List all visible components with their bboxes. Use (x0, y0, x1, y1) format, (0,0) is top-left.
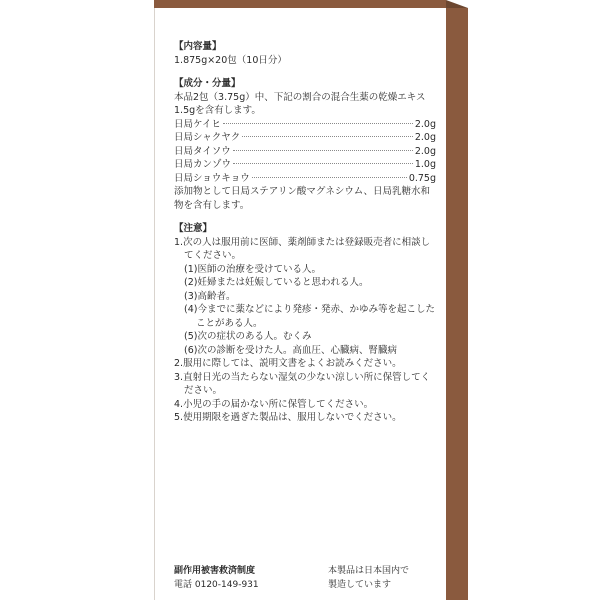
ingredient-name: 日局ケイヒ (174, 118, 221, 130)
leader-dots (233, 149, 413, 151)
contents-section (174, 40, 436, 67)
caution-sub-item: (6)次の診断を受けた人。高血圧、心臓病、腎臓病 (184, 344, 397, 356)
caution-sub-item: (4)今までに薬などにより発疹・発赤、かゆみ等を起こしたことがある人。 (184, 304, 435, 329)
relief-system-phone: 電話 0120-149-931 (174, 580, 259, 590)
ingredient-name: 日局カンゾウ (174, 159, 232, 170)
ingredient-name: 日局シャクヤク (174, 132, 241, 143)
ingredient-row (174, 172, 436, 186)
cautions-section (174, 222, 436, 425)
cautions-heading: 【注意】 (174, 223, 213, 234)
ingredients-heading: 【成分・分量】 (174, 78, 241, 89)
made-in-japan-line-1: 本製品は日本国内で (328, 566, 410, 576)
ingredient-amount: 1.0g (414, 159, 436, 170)
leader-dots (252, 176, 407, 178)
relief-system-title: 副作用被害救済制度 (174, 566, 256, 576)
package-label-panel (154, 8, 446, 600)
package-top-corner (446, 0, 468, 8)
leader-dots (242, 135, 413, 137)
ingredient-row (174, 131, 436, 145)
leader-dots (223, 122, 413, 124)
caution-sub-item: (2)妊婦または妊娠していると思われる人。 (184, 277, 369, 288)
ingredient-name: 日局タイソウ (174, 145, 231, 157)
caution-item-1: 1.次の人は服用前に医師、薬剤師または登録販売者に相談してください。 (174, 236, 431, 261)
relief-system-info (174, 564, 259, 592)
ingredient-row (174, 158, 436, 172)
ingredient-amount: 2.0g (414, 118, 436, 130)
caution-sub-item: (1)医師の治療を受けている人。 (184, 263, 321, 275)
ingredients-intro: 本品2包（3.75g）中、下記の割合の混合生薬の乾燥エキス1.5gを含有します。 (174, 91, 426, 116)
caution-sub-item: (5)次の症状のある人。むくみ (184, 331, 312, 342)
additives-text: 添加物として日局ステアリン酸マグネシウム、日局乳糖水和物を含有します。 (174, 186, 431, 211)
package-top-edge (154, 0, 446, 8)
package-side-panel (446, 8, 468, 600)
contents-heading: 【内容量】 (174, 41, 222, 52)
ingredient-amount: 2.0g (414, 145, 436, 157)
caution-item-5: 5.使用期限を過ぎた製品は、服用しないでください。 (174, 412, 402, 423)
contents-value: 1.875g×20包（10日分） (174, 54, 287, 66)
ingredient-amount: 2.0g (414, 132, 436, 143)
caution-sub-item: (3)高齢者。 (184, 290, 236, 302)
label-content (174, 40, 436, 435)
ingredient-amount: 0.75g (408, 172, 436, 184)
made-in-japan-note (328, 564, 409, 592)
ingredient-row (174, 118, 436, 132)
made-in-japan-line-2: 製造しています (328, 580, 392, 590)
ingredient-row (174, 145, 436, 159)
caution-item-2: 2.服用に際しては、説明文書をよくお読みください。 (174, 358, 402, 369)
leader-dots (233, 162, 413, 164)
caution-item-4: 4.小児の手の届かない所に保管してください。 (174, 398, 374, 410)
ingredients-section (174, 77, 436, 212)
ingredient-name: 日局ショウキョウ (174, 172, 250, 184)
caution-item-3: 3.直射日光の当たらない湿気の少ない涼しい所に保管してください。 (174, 371, 431, 396)
